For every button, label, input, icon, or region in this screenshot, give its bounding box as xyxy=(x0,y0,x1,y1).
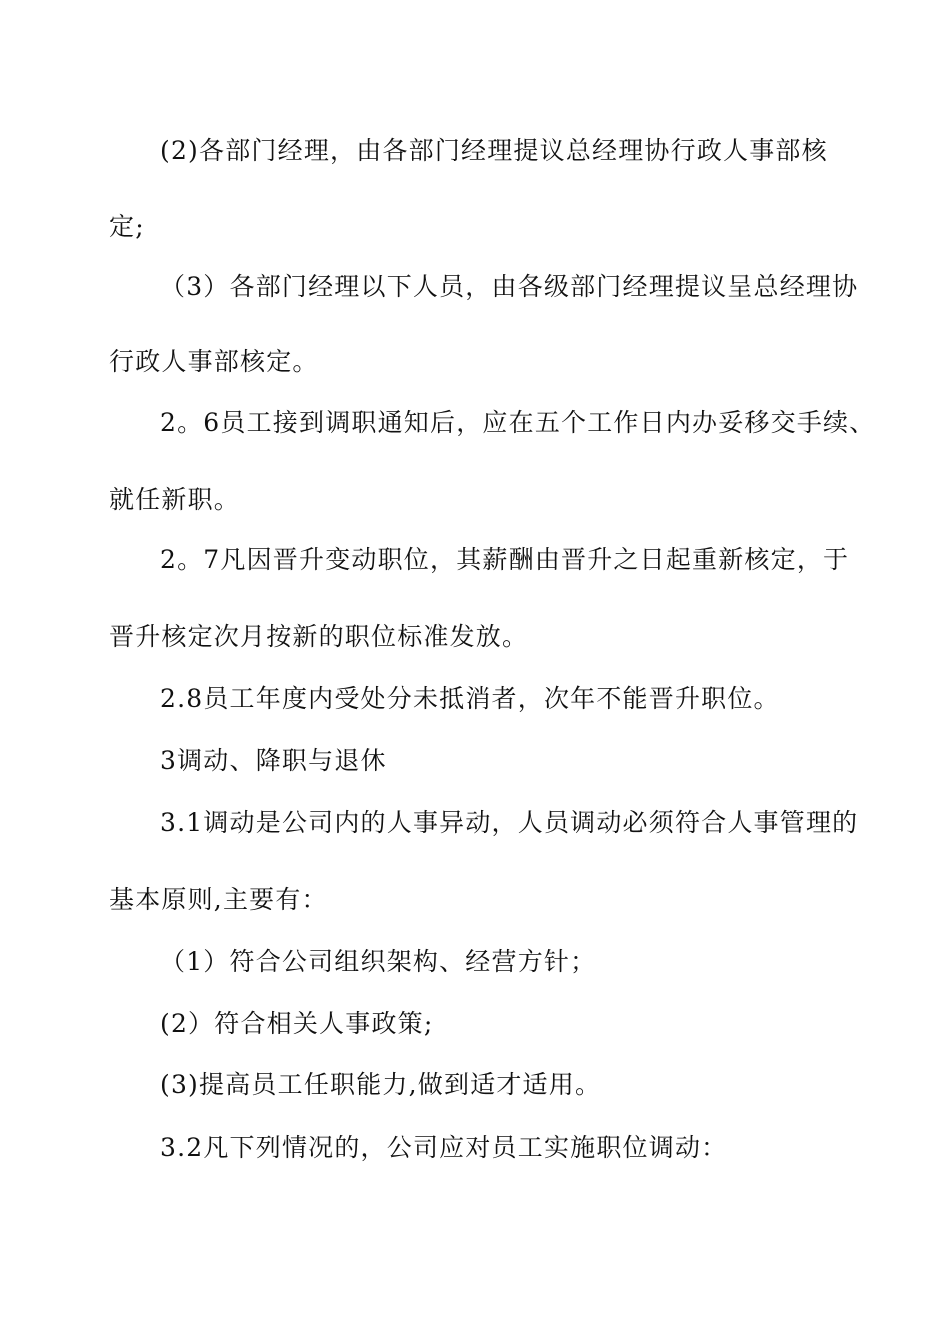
paragraph-line: 3.2凡下列情况的，公司应对员工实施职位调动： xyxy=(160,1133,728,1162)
paragraph-line: 定; xyxy=(109,212,145,241)
paragraph-line: 就任新职。 xyxy=(109,485,241,514)
section-heading: 3调动、降职与退休 xyxy=(160,746,387,775)
list-item: （1）符合公司组织架构、经营方针； xyxy=(160,947,597,976)
paragraph-line: 2。6员工接到调职通知后，应在五个工作日内办妥移交手续、 xyxy=(160,408,876,437)
paragraph-line: 2。7凡因晋升变动职位，其薪酬由晋升之日起重新核定，于 xyxy=(160,545,850,574)
paragraph-line: 3.1调动是公司内的人事异动，人员调动必须符合人事管理的 xyxy=(160,808,859,837)
paragraph-line: 晋升核定次月按新的职位标准发放。 xyxy=(109,622,529,651)
list-item: (2）符合相关人事政策; xyxy=(160,1009,434,1038)
paragraph-line: 基本原则,主要有： xyxy=(109,885,328,914)
paragraph-line: 2.8员工年度内受处分未抵消者，次年不能晋升职位。 xyxy=(160,684,780,713)
paragraph-line: (2)各部门经理，由各部门经理提议总经理协行政人事部核 xyxy=(160,136,828,165)
paragraph-line: （3）各部门经理以下人员，由各级部门经理提议呈总经理协 xyxy=(160,272,859,301)
paragraph-line: 行政人事部核定。 xyxy=(109,347,319,376)
list-item: (3)提高员工任职能力,做到适才适用。 xyxy=(160,1070,602,1099)
